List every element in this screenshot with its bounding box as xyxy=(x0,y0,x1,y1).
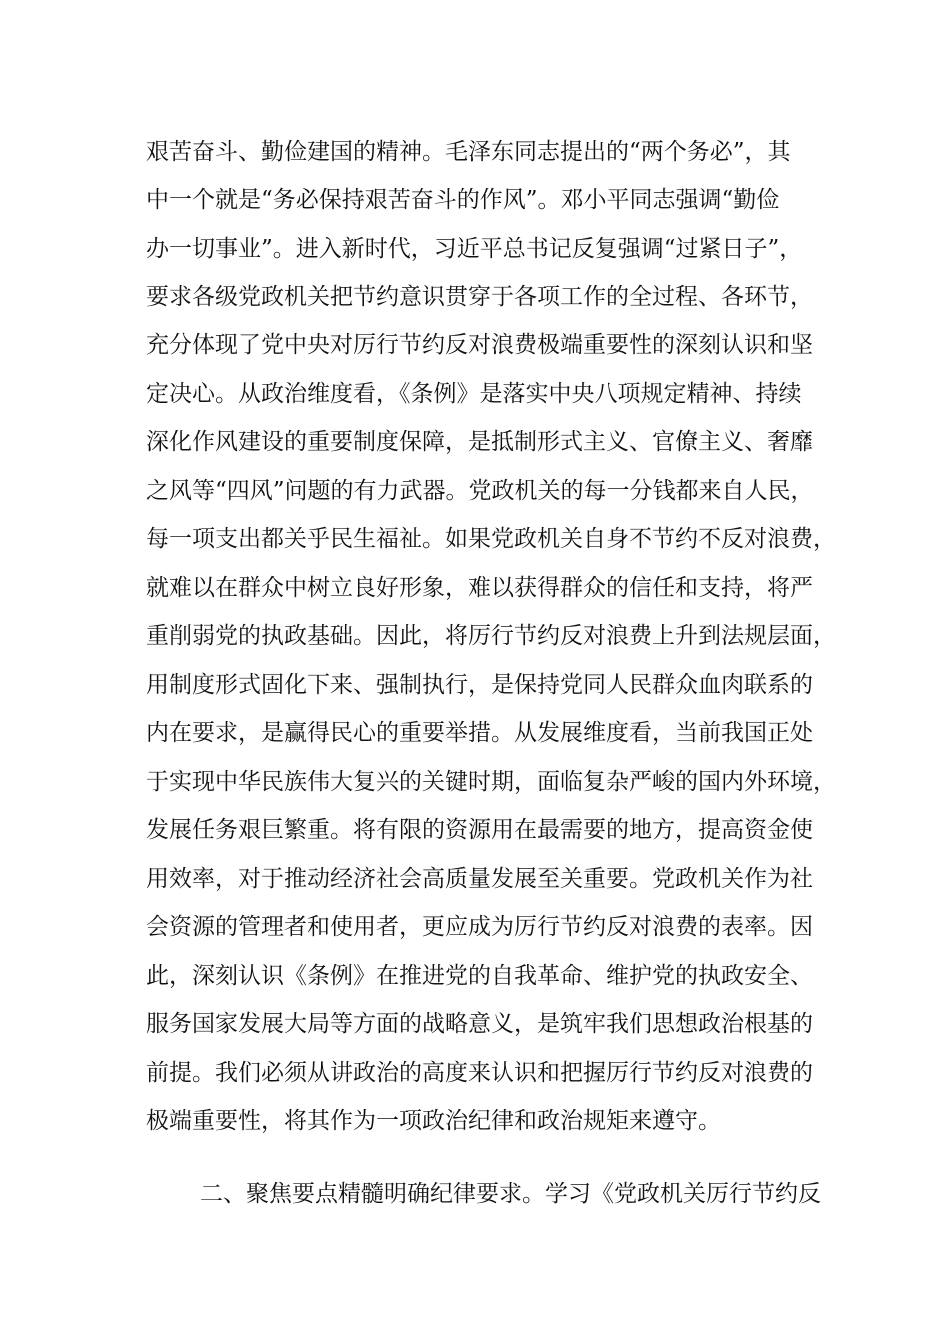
text-line: 于实现中华民族伟大复兴的关键时期，面临复杂严峻的国内外环境， xyxy=(146,769,836,795)
text-line: 发展任务艰巨繁重。将有限的资源用在最需要的地方，提高资金使 xyxy=(146,817,813,843)
text-line: 用制度形式固化下来、强制执行，是保持党同人民群众血肉联系的 xyxy=(146,672,813,698)
text-line: 之风等“四风”问题的有力武器。党政机关的每一分钱都来自人民， xyxy=(146,478,814,504)
text-line: 办一切事业”。进入新时代，习近平总书记反复强调“过紧日子”， xyxy=(146,236,803,262)
text-line: 中一个就是“务必保持艰苦奋斗的作风”。邓小平同志强调“勤俭 xyxy=(146,187,780,213)
text-line: 深化作风建设的重要制度保障，是抵制形式主义、官僚主义、奢靡 xyxy=(146,429,813,455)
text-line: 要求各级党政机关把节约意识贯穿于各项工作的全过程、各环节， xyxy=(146,284,813,310)
text-line: 会资源的管理者和使用者，更应成为厉行节约反对浪费的表率。因 xyxy=(146,914,813,940)
text-line: 重削弱党的执政基础。因此，将厉行节约反对浪费上升到法规层面， xyxy=(146,623,836,649)
text-line: 前提。我们必须从讲政治的高度来认识和把握厉行节约反对浪费的 xyxy=(146,1060,813,1086)
section-heading: 二、聚焦要点精髓明确纪律要求。学习《党政机关厉行节约反 xyxy=(200,1181,821,1207)
text-line: 艰苦奋斗、勤俭建国的精神。毛泽东同志提出的“两个务必”，其 xyxy=(146,139,791,165)
text-line: 定决心。从政治维度看，《条例》是落实中央八项规定精神、持续 xyxy=(146,381,802,407)
text-line: 每一项支出都关乎民生福祉。如果党政机关自身不节约不反对浪费， xyxy=(146,526,836,552)
text-line: 服务国家发展大局等方面的战略意义，是筑牢我们思想政治根基的 xyxy=(146,1011,813,1037)
text-line: 用效率，对于推动经济社会高质量发展至关重要。党政机关作为社 xyxy=(146,866,813,892)
text-line: 此，深刻认识《条例》在推进党的自我革命、维护党的执政安全、 xyxy=(146,963,813,989)
text-line: 充分体现了党中央对厉行节约反对浪费极端重要性的深刻认识和坚 xyxy=(146,332,813,358)
text-line: 极端重要性，将其作为一项政治纪律和政治规矩来遵守。 xyxy=(146,1108,721,1134)
text-line: 就难以在群众中树立良好形象，难以获得群众的信任和支持，将严 xyxy=(146,575,813,601)
text-line: 内在要求，是赢得民心的重要举措。从发展维度看，当前我国正处 xyxy=(146,720,813,746)
